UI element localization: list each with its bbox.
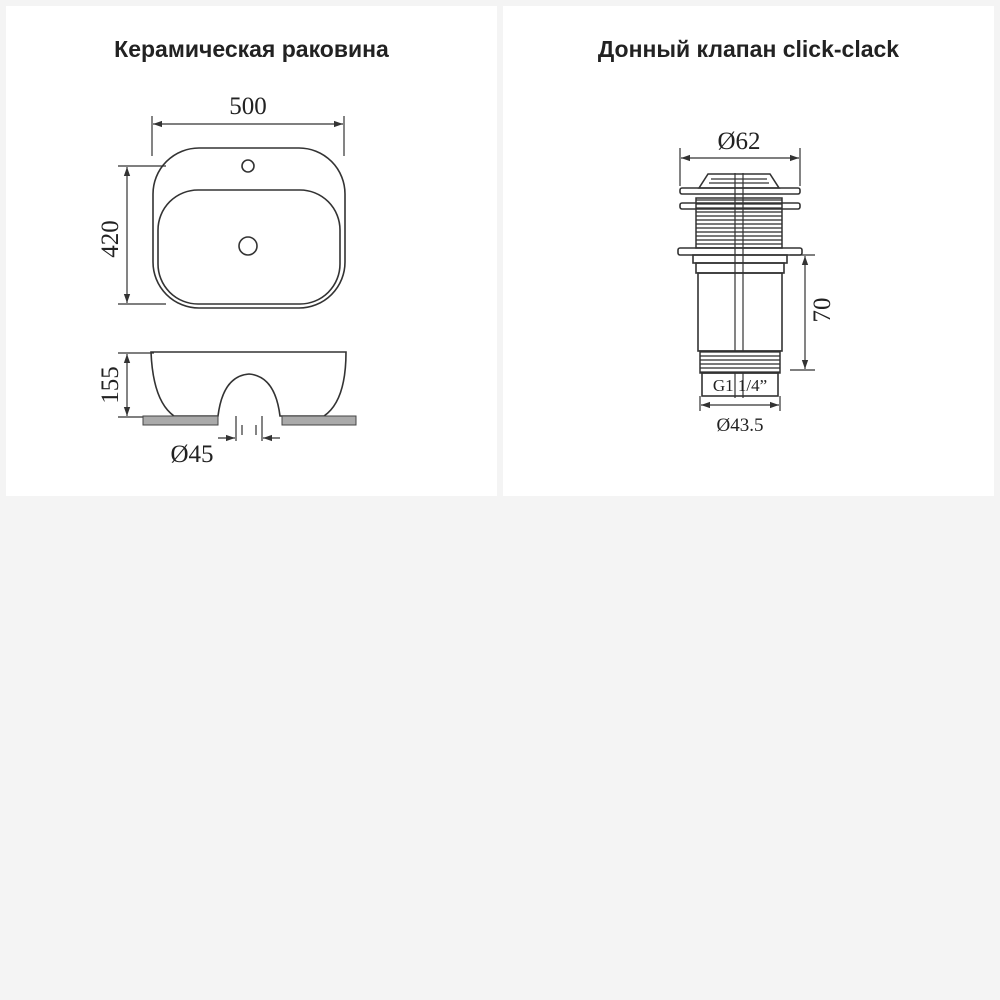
faucet-hole <box>242 160 254 172</box>
drain-dimension <box>170 438 280 468</box>
depth-dimension <box>97 166 166 304</box>
countertop-right <box>282 416 356 425</box>
bottom-diameter-label: Ø43.5 <box>716 415 764 436</box>
width-dimension <box>152 93 344 156</box>
thread-label: G1 1/4” <box>712 376 768 395</box>
upper-thread <box>696 198 782 248</box>
valve-drawing <box>503 6 994 496</box>
sink-top-view <box>153 148 345 308</box>
sink-title: Керамическая раковина <box>114 36 389 62</box>
top-diameter-label: Ø62 <box>717 128 761 155</box>
lower-thread <box>700 351 780 373</box>
countertop-left <box>143 416 218 425</box>
valve-panel <box>503 6 994 496</box>
sink-side-view <box>143 352 356 441</box>
valve-pipe <box>698 273 782 351</box>
top-diameter-dimension <box>680 128 800 186</box>
drain-label: Ø45 <box>170 441 214 468</box>
depth-label: 420 <box>97 220 124 258</box>
width-label: 500 <box>229 93 267 120</box>
valve-flange <box>678 248 802 255</box>
bottom-diameter-dimension <box>700 396 780 436</box>
valve-cap <box>699 174 779 188</box>
valve-height-label: 70 <box>809 297 836 323</box>
sink-panel <box>6 6 497 496</box>
height-label: 155 <box>97 366 124 404</box>
valve-title: Донный клапан click-clack <box>597 36 900 62</box>
valve-body <box>678 173 802 398</box>
valve-height-dimension <box>790 255 836 370</box>
drain-hole <box>239 237 257 255</box>
height-dimension <box>97 353 154 417</box>
sink-drawing <box>6 6 497 496</box>
